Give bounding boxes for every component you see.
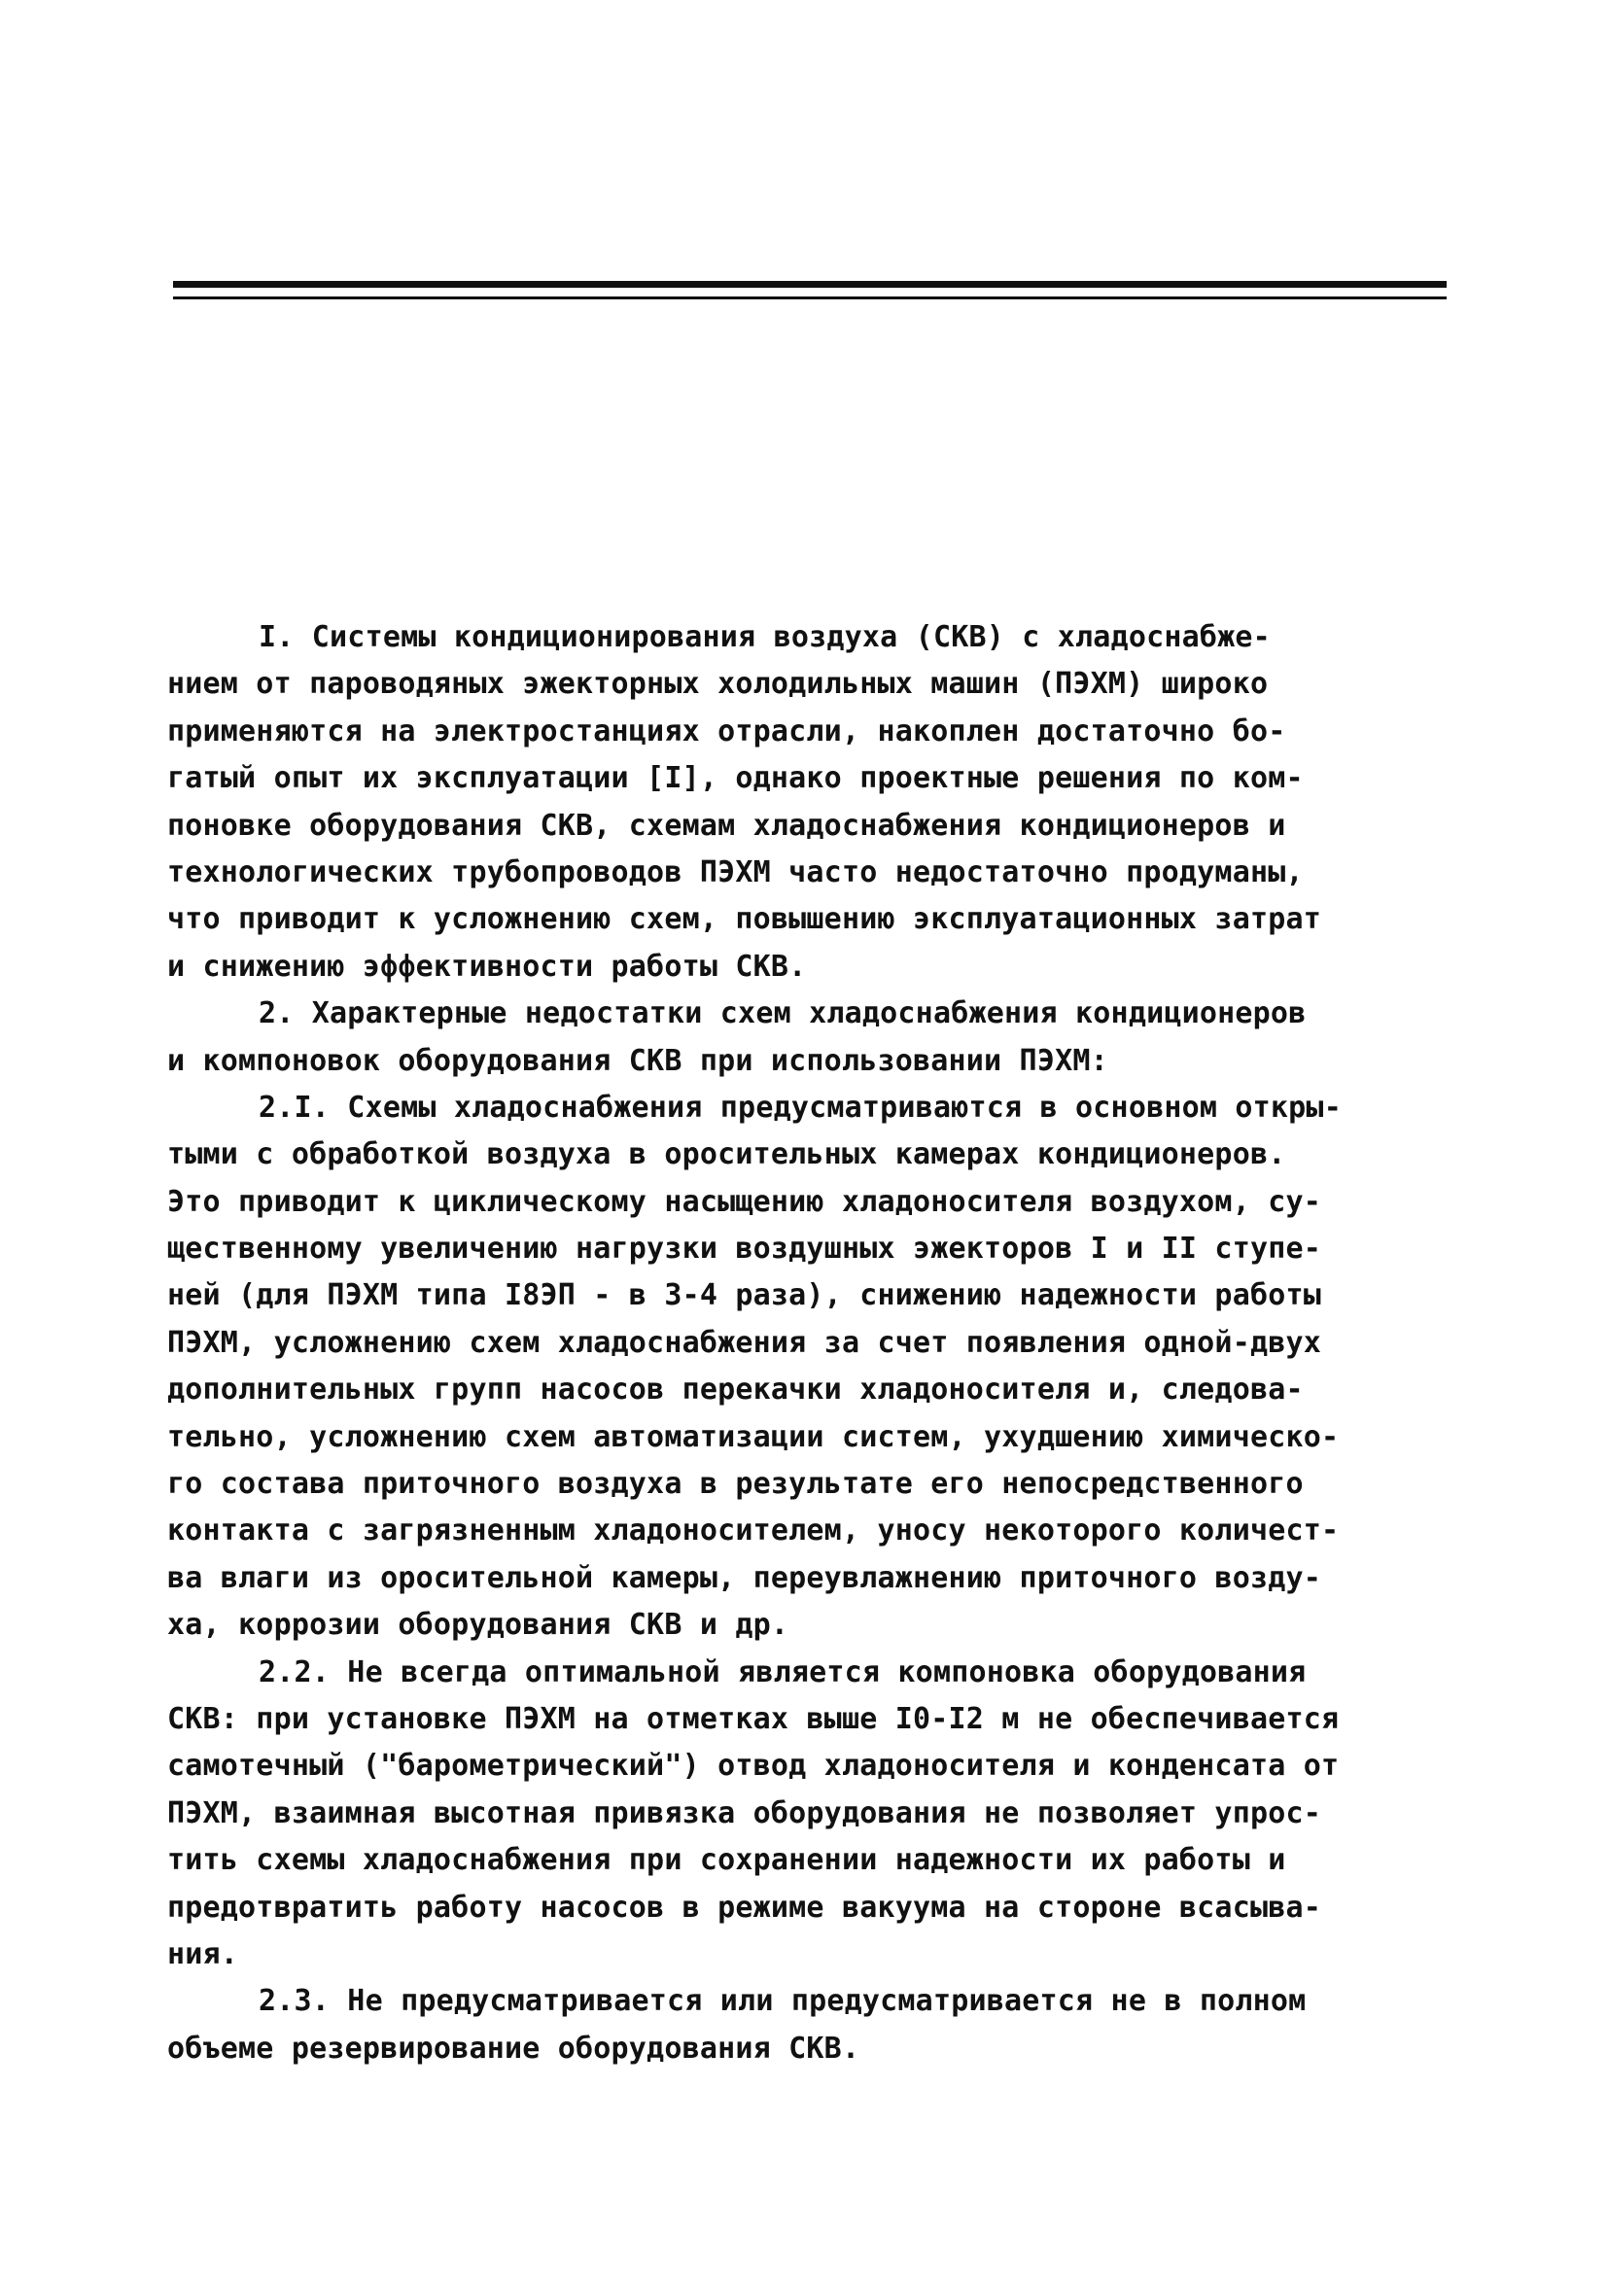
text-line: ней (для ПЭХМ типа I8ЭП - в 3-4 раза), снижению надежности работы bbox=[167, 1278, 1321, 1313]
text-line: контакта с загрязненным хладоносителем, уносу некоторого количест- bbox=[167, 1513, 1340, 1548]
text-line: 2. Характерные недостатки схем хладоснабжения кондиционеров bbox=[259, 996, 1307, 1031]
text-line: технологических трубопроводов ПЭХМ часто недостаточно продуманы, bbox=[167, 854, 1304, 889]
text-line: и снижению эффективности работы СКВ. bbox=[167, 949, 807, 984]
text-line: самотечный ("барометрический") отвод хладоносителя и конденсата от bbox=[167, 1749, 1340, 1784]
text-line: объеме резервирование оборудования СКВ. bbox=[167, 2031, 860, 2066]
text-line: и компоновок оборудования СКВ при использовании ПЭХМ: bbox=[167, 1043, 1108, 1078]
text-line: нием от пароводяных эжекторных холодильных машин (ПЭХМ) широко bbox=[167, 667, 1269, 702]
text-line: СКВ: при установке ПЭХМ на отметках выше I0-I2 м не обеспечивается bbox=[167, 1701, 1340, 1736]
text-line: гатый опыт их эксплуатации [I], однако проектные решения по ком- bbox=[167, 761, 1304, 796]
text-line: ва влаги из оросительной камеры, переувлажнению приточного возду- bbox=[167, 1560, 1321, 1595]
text-line: предотвратить работу насосов в режиме вакуума на стороне всасыва- bbox=[167, 1890, 1321, 1925]
text-line: тыми с обработкой воздуха в оросительных камерах кондиционеров. bbox=[167, 1137, 1286, 1172]
text-line: применяются на электростанциях отрасли, накоплен достаточно бо- bbox=[167, 713, 1286, 748]
header-rule-thin bbox=[173, 296, 1447, 299]
text-line: 2.3. Не предусматривается или предусматривается не в полном bbox=[259, 1984, 1307, 2019]
text-line: тельно, усложнению схем автоматизации систем, ухудшению химическо- bbox=[167, 1419, 1340, 1454]
text-line: поновке оборудования СКВ, схемам хладоснабжения кондиционеров и bbox=[167, 808, 1286, 843]
text-line: ния. bbox=[167, 1936, 239, 1971]
text-line: Это приводит к циклическому насыщению хладоносителя воздухом, су- bbox=[167, 1184, 1321, 1219]
text-line: щественному увеличению нагрузки воздушных эжекторов I и II ступе- bbox=[167, 1232, 1321, 1267]
text-line: го состава приточного воздуха в результате его непосредственного bbox=[167, 1467, 1304, 1502]
text-line: дополнительных групп насосов перекачки хладоносителя и, следова- bbox=[167, 1373, 1304, 1408]
text-line: I. Системы кондиционирования воздуха (СКВ) с хладоснабже- bbox=[259, 620, 1271, 654]
text-line: 2.I. Схемы хладоснабжения предусматриваются в основном откры- bbox=[259, 1090, 1342, 1125]
text-line: ПЭХМ, усложнению схем хладоснабжения за счет появления одной-двух bbox=[167, 1325, 1321, 1360]
header-rule-thick bbox=[173, 281, 1447, 288]
body-text bbox=[167, 614, 1476, 2072]
text-line: ха, коррозии оборудования СКВ и др. bbox=[167, 1608, 789, 1643]
text-line: 2.2. Не всегда оптимальной является компоновка оборудования bbox=[259, 1654, 1307, 1689]
text-line: ПЭХМ, взаимная высотная привязка оборудования не позволяет упрос- bbox=[167, 1795, 1321, 1830]
text-line: что приводит к усложнению схем, повышению эксплуатационных затрат bbox=[167, 902, 1321, 937]
text-line: тить схемы хладоснабжения при сохранении надежности их работы и bbox=[167, 1843, 1286, 1878]
